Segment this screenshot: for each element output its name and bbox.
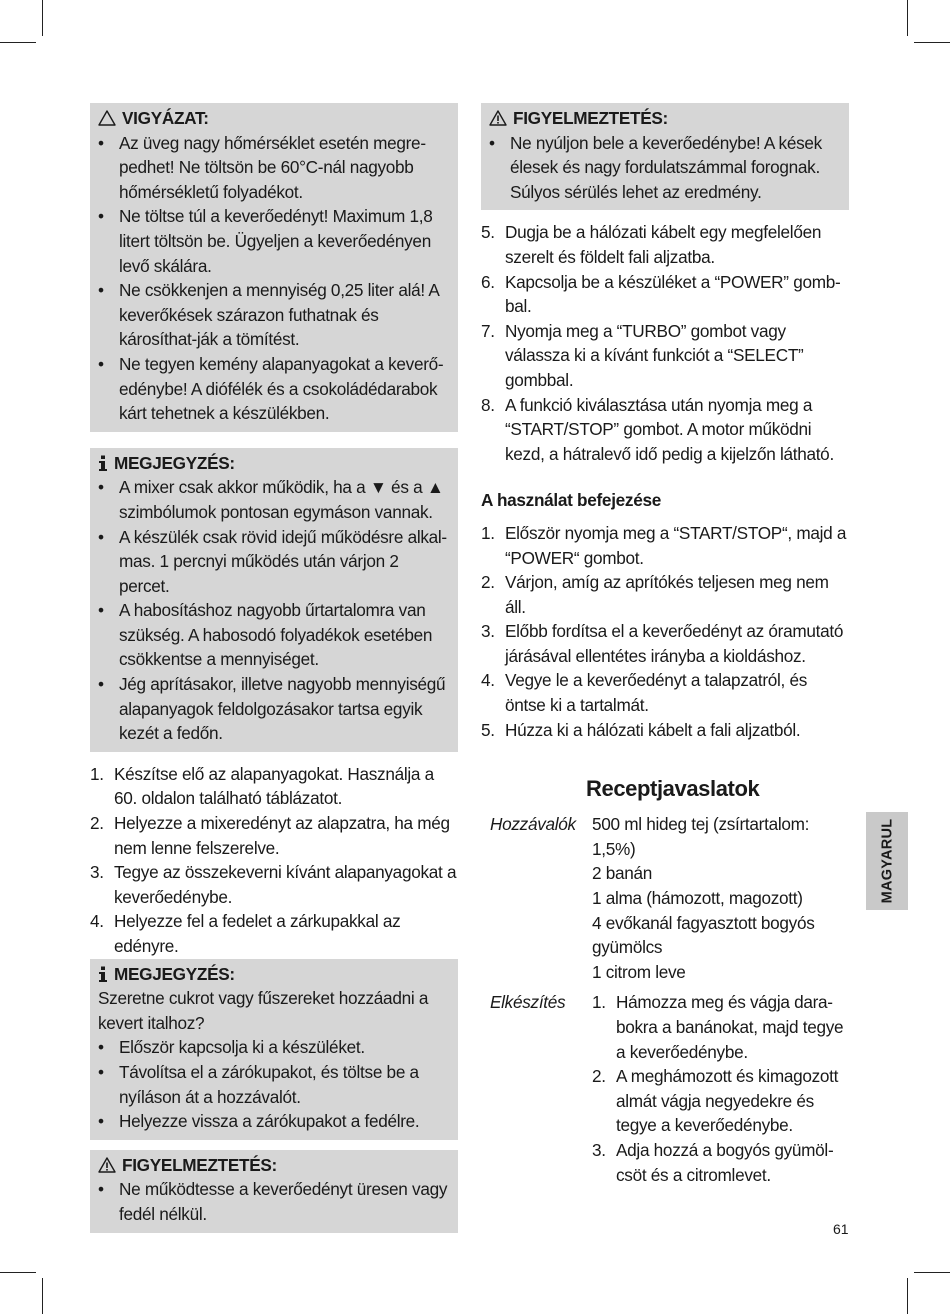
step-number: 3. — [481, 621, 495, 642]
step-item — [592, 1064, 849, 1138]
step-text: Vegye le a keverőedényt a talapzatról, és öntse ki a tartalmát. — [505, 670, 808, 716]
finish-steps — [481, 521, 849, 742]
list-item: • A készülék csak rövid idejű működésre alkal-mas. 1 percnyi működés után várjon 2 percet. — [98, 525, 450, 599]
step-number: 1. — [481, 522, 495, 543]
step-number: 1. — [90, 763, 104, 784]
crop-mark — [914, 42, 950, 43]
crop-mark — [907, 0, 908, 36]
warning-title: FIGYELMEZTETÉS: — [122, 1154, 277, 1175]
list-item: • A mixer csak akkor működik, ha a ▼ és a ▲ szimbólumok pontosan egymáson vannak. — [98, 475, 450, 524]
warning-triangle-icon — [98, 110, 116, 126]
preparation-steps — [592, 990, 849, 1187]
preparation-content — [592, 990, 849, 1187]
step-text: Helyezze a mixeredényt az alapzatra, ha még nem lenne felszerelve. — [114, 813, 450, 858]
preparation-label: Elkészítés — [490, 992, 566, 1013]
step-number: 6. — [481, 271, 495, 292]
step-number: 2. — [592, 1066, 606, 1087]
warning-heading — [98, 1153, 450, 1178]
list-item: • Ne csökkenjen a mennyiség 0,25 liter alá! A keverőkések szárazon futhatnak és károsíthat-ják a tömítést. — [98, 278, 450, 352]
ingredient-item: 1 citrom leve — [592, 961, 686, 982]
caution-heading — [98, 106, 450, 131]
step-text: Adja hozzá a bogyós gyümöl-csöt és a citromlevet. — [616, 1139, 834, 1185]
operation-steps — [90, 762, 458, 959]
step-number: 2. — [481, 572, 495, 593]
warning-triangle-icon — [489, 110, 507, 126]
left-column — [90, 103, 458, 1243]
warning-list — [98, 1177, 450, 1226]
list-item: • Ne működtesse a keverőedényt üresen vagy fedél nélkül. — [98, 1177, 450, 1226]
step-text: Készítse elő az alapanyagokat. Használja a 60. oldalon található táblázatot. — [114, 763, 434, 809]
note-list — [98, 1035, 450, 1133]
step-item — [592, 990, 849, 1064]
caution-box — [90, 103, 458, 432]
warning-title: FIGYELMEZTETÉS: — [513, 108, 668, 128]
step-number: 1. — [592, 992, 606, 1013]
note-heading — [98, 451, 450, 476]
caution-list — [98, 131, 450, 426]
step-item — [481, 668, 849, 717]
preparation-row — [481, 990, 849, 1187]
step-number: 3. — [592, 1139, 606, 1160]
step-number: 4. — [90, 911, 104, 932]
caution-title: VIGYÁZAT: — [122, 108, 209, 128]
list-item: • Ne töltse túl a keverőedényt! Maximum 1,8 litert töltsön be. Ügyeljen a keverőedényen levő skálára. — [98, 204, 450, 278]
step-text: Várjon, amíg az aprítókés teljesen meg nem áll. — [505, 572, 829, 617]
recipe-title: Receptjavaslatok — [586, 776, 760, 802]
step-number: 7. — [481, 320, 495, 341]
ingredient-item: 500 ml hideg tej (zsírtartalom: 1,5%) — [592, 814, 810, 859]
ingredients-label: Hozzávalók — [490, 814, 576, 835]
note-title: MEGJEGYZÉS: — [114, 963, 235, 984]
step-item — [90, 762, 458, 811]
step-text: Nyomja meg a “TURBO” gombot vagy válassza ki a kívánt funkciót a “SELECT” gombbal. — [505, 320, 804, 390]
step-text: Dugja be a hálózati kábelt egy megfelelően szerelt és földelt fali aljzatba. — [505, 222, 822, 267]
step-text: Kapcsolja be a készüléket a “POWER” gomb-bal. — [505, 271, 841, 317]
right-column — [481, 103, 849, 1187]
crop-mark — [42, 1278, 43, 1314]
warning-box — [481, 103, 849, 210]
list-item: • Helyezze vissza a zárókupakot a fedélre. — [98, 1109, 450, 1134]
crop-mark — [907, 1278, 908, 1314]
step-item — [481, 619, 849, 668]
note-intro: Szeretne cukrot vagy fűszereket hozzáadni a kevert italhoz? — [98, 988, 429, 1033]
step-item — [481, 220, 849, 269]
ingredients-row — [481, 812, 849, 984]
step-number: 8. — [481, 394, 495, 415]
step-number: 3. — [90, 862, 104, 883]
info-icon — [98, 455, 108, 471]
ingredient-item: 2 banán — [592, 863, 653, 884]
ingredient-item: 1 alma (hámozott, magozott) — [592, 888, 803, 909]
step-text: A meghámozott és kimagozott almát vágja negyedekre és tegye a keverőedénybe. — [616, 1066, 839, 1136]
list-item: • Ne nyúljon bele a keverőedénybe! A kések élesek és nagy fordulatszámmal forognak. Súlyos sérülés lehet az eredmény. — [489, 131, 841, 205]
note-list — [98, 475, 450, 746]
step-text: Helyezze fel a fedelet a zárkupakkal az edényre. — [114, 911, 401, 956]
step-item — [481, 319, 849, 393]
step-text: Előbb fordítsa el a keverőedényt az óramutató járásával ellentétes irányba a kioldáshoz. — [505, 621, 844, 666]
crop-mark — [0, 1272, 36, 1273]
ingredients-list — [592, 812, 849, 984]
step-number: 5. — [481, 222, 495, 243]
list-item: • Jég aprításakor, illetve nagyobb mennyiségű alapanyagok feldolgozásakor tartsa egyik kezét a fedőn. — [98, 672, 450, 746]
crop-mark — [42, 0, 43, 36]
list-item: • Először kapcsolja ki a készüléket. — [98, 1035, 450, 1060]
list-item: • A habosításhoz nagyobb űrtartalomra van szükség. A habosodó folyadékok esetében csökkentse a mennyiséget. — [98, 598, 450, 672]
step-text: Hámozza meg és vágja dara-bokra a banánokat, majd tegye a keverőedénybe. — [616, 992, 844, 1062]
note-title: MEGJEGYZÉS: — [114, 452, 235, 473]
list-item: • Ne tegyen kemény alapanyagokat a keverő-edénybe! A diófélék és a csokoládédarabok kárt tehetnek a készülékben. — [98, 352, 450, 426]
ingredient-item: 4 evőkanál fagyasztott bogyós gyümölcs — [592, 912, 815, 958]
finish-heading: A használat befejezése — [481, 490, 661, 511]
note-box — [90, 448, 458, 752]
crop-mark — [914, 1272, 950, 1273]
operation-steps-continued — [481, 220, 849, 466]
step-item — [90, 909, 458, 958]
step-number: 5. — [481, 719, 495, 740]
page-number: 61 — [833, 1221, 849, 1237]
step-item — [481, 570, 849, 619]
language-tab-label: MAGYARUL — [879, 818, 895, 904]
step-text: Tegye az összekeverni kívánt alapanyagokat a keverőedénybe. — [114, 862, 457, 907]
step-text: A funkció kiválasztása után nyomja meg a “START/STOP” gombot. A motor működni kezd, a hátralevő idő pedig a kijelzőn látható. — [505, 394, 834, 464]
step-item — [90, 811, 458, 860]
warning-heading — [489, 106, 841, 131]
note-box-2 — [90, 959, 458, 1140]
crop-mark — [0, 42, 36, 43]
language-tab — [866, 812, 908, 910]
step-item — [481, 270, 849, 319]
step-text: Először nyomja meg a “START/STOP“, majd a “POWER“ gombot. — [505, 522, 847, 568]
list-item: • Az üveg nagy hőmérséklet esetén megre-pedhet! Ne töltsön be 60°C-nál nagyobb hőmérsékletű folyadékot. — [98, 131, 450, 205]
step-item — [481, 521, 849, 570]
info-icon — [98, 966, 108, 982]
step-text: Húzza ki a hálózati kábelt a fali aljzatból. — [505, 719, 801, 740]
step-item — [592, 1138, 849, 1187]
list-item: • Távolítsa el a zárókupakot, és töltse be a nyíláson át a hozzávalót. — [98, 1060, 450, 1109]
step-item — [481, 393, 849, 467]
warning-triangle-icon — [98, 1157, 116, 1173]
step-item — [90, 860, 458, 909]
step-number: 4. — [481, 670, 495, 691]
step-number: 2. — [90, 813, 104, 834]
step-item — [481, 718, 849, 743]
note-heading — [98, 962, 450, 987]
warning-box — [90, 1150, 458, 1233]
warning-list — [489, 131, 841, 205]
